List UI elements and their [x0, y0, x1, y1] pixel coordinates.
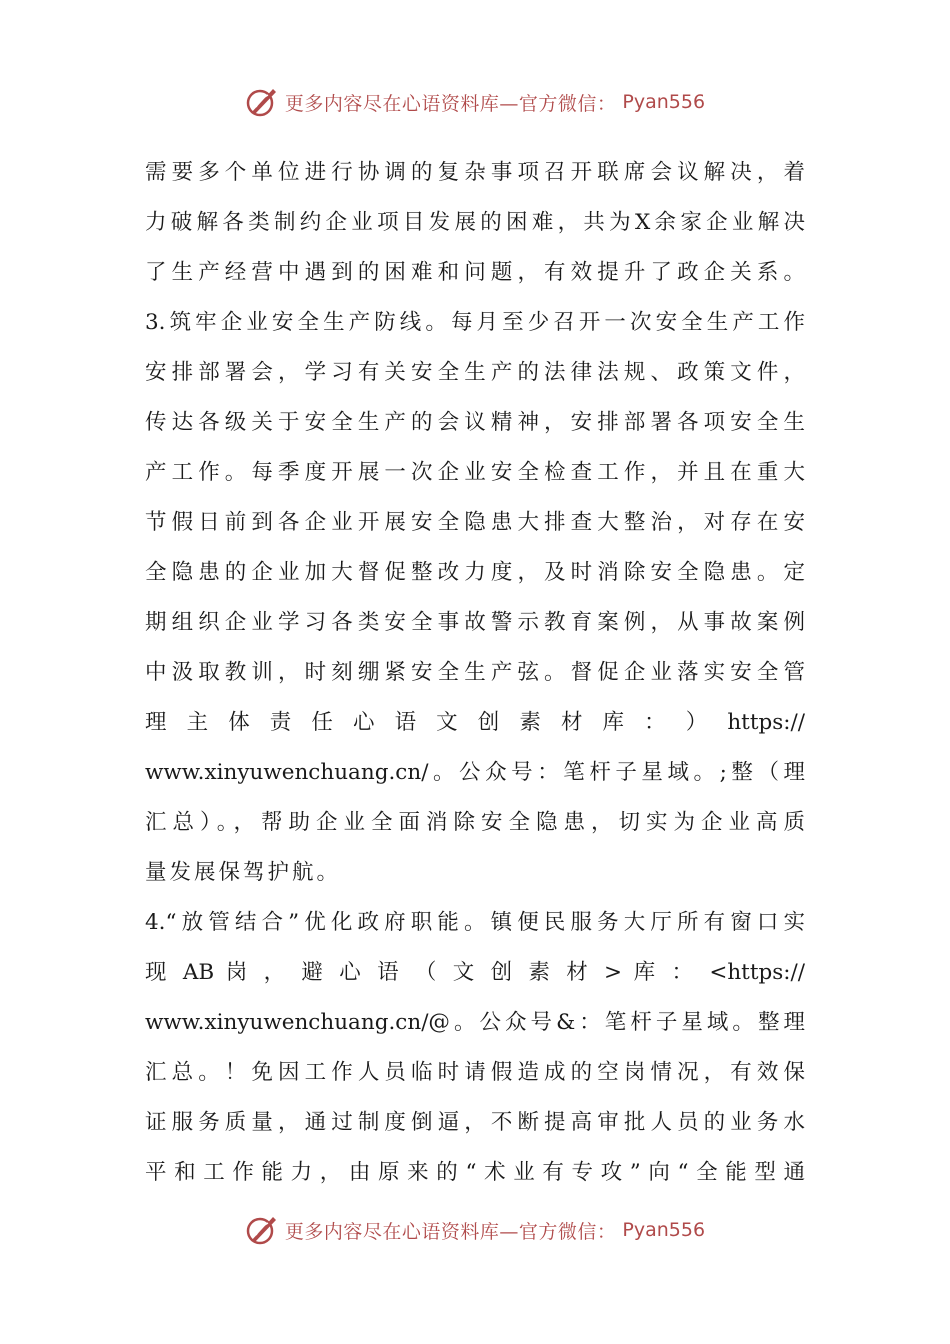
quill-pen-logo-icon [245, 85, 279, 119]
body-line: 安排部署会，学习有关安全生产的法律法规、政策文件， [145, 360, 805, 385]
header-banner [0, 82, 950, 122]
footer-banner [0, 1210, 950, 1250]
body-line: 理 主 体 责 任 心 语 文 创 素 材 库 ： ） https:// [145, 710, 805, 735]
body-line: www.xinyuwenchuang.cn/@。公众号&：笔杆子星域。整理 [145, 1010, 805, 1035]
body-line: www.xinyuwenchuang.cn/。公众号：笔杆子星域。;整（理 [145, 760, 805, 785]
body-line: 平和工作能力，由原来的“术业有专攻”向“全能型通 [145, 1160, 805, 1185]
document-body [145, 148, 805, 1198]
body-line: 传达各级关于安全生产的会议精神，安排部署各项安全生 [145, 410, 805, 435]
body-line: 汇总。！免因工作人员临时请假造成的空岗情况，有效保 [145, 1060, 805, 1085]
body-line: 4.“放管结合”优化政府职能。镇便民服务大厅所有窗口实 [145, 910, 805, 935]
body-line: 产工作。每季度开展一次企业安全检查工作，并且在重大 [145, 460, 805, 485]
quill-pen-logo-icon [245, 1213, 279, 1247]
body-line: 全隐患的企业加大督促整改力度，及时消除安全隐患。定 [145, 560, 805, 585]
footer-banner-handle: Pyan556 [622, 1219, 706, 1241]
body-line: 需要多个单位进行协调的复杂事项召开联席会议解决，着 [145, 160, 805, 185]
body-line: 量发展保驾护航。 [145, 860, 342, 885]
body-line: 汇总）。，帮助企业全面消除安全隐患，切实为企业高质 [145, 810, 805, 835]
body-line: 力破解各类制约企业项目发展的困难，共为X余家企业解决 [145, 210, 805, 235]
body-line: 期组织企业学习各类安全事故警示教育案例，从事故案例 [145, 610, 805, 635]
body-line: 节假日前到各企业开展安全隐患大排查大整治，对存在安 [145, 510, 805, 535]
header-banner-text: 更多内容尽在心语资料库—官方微信： [284, 92, 617, 115]
footer-banner-text: 更多内容尽在心语资料库—官方微信： [284, 1220, 617, 1243]
body-line: 3.筑牢企业安全生产防线。每月至少召开一次安全生产工作 [145, 310, 805, 335]
body-line: 中汲取教训，时刻绷紧安全生产弦。督促企业落实安全管 [145, 660, 805, 685]
body-line: 了生产经营中遇到的困难和问题，有效提升了政企关系。 [145, 260, 805, 285]
body-line: 证服务质量，通过制度倒逼，不断提高审批人员的业务水 [145, 1110, 805, 1135]
body-line: 现 AB 岗 ， 避 心 语 （ 文 创 素 材 > 库 ： <https:// [145, 960, 805, 985]
header-banner-handle: Pyan556 [622, 91, 706, 113]
